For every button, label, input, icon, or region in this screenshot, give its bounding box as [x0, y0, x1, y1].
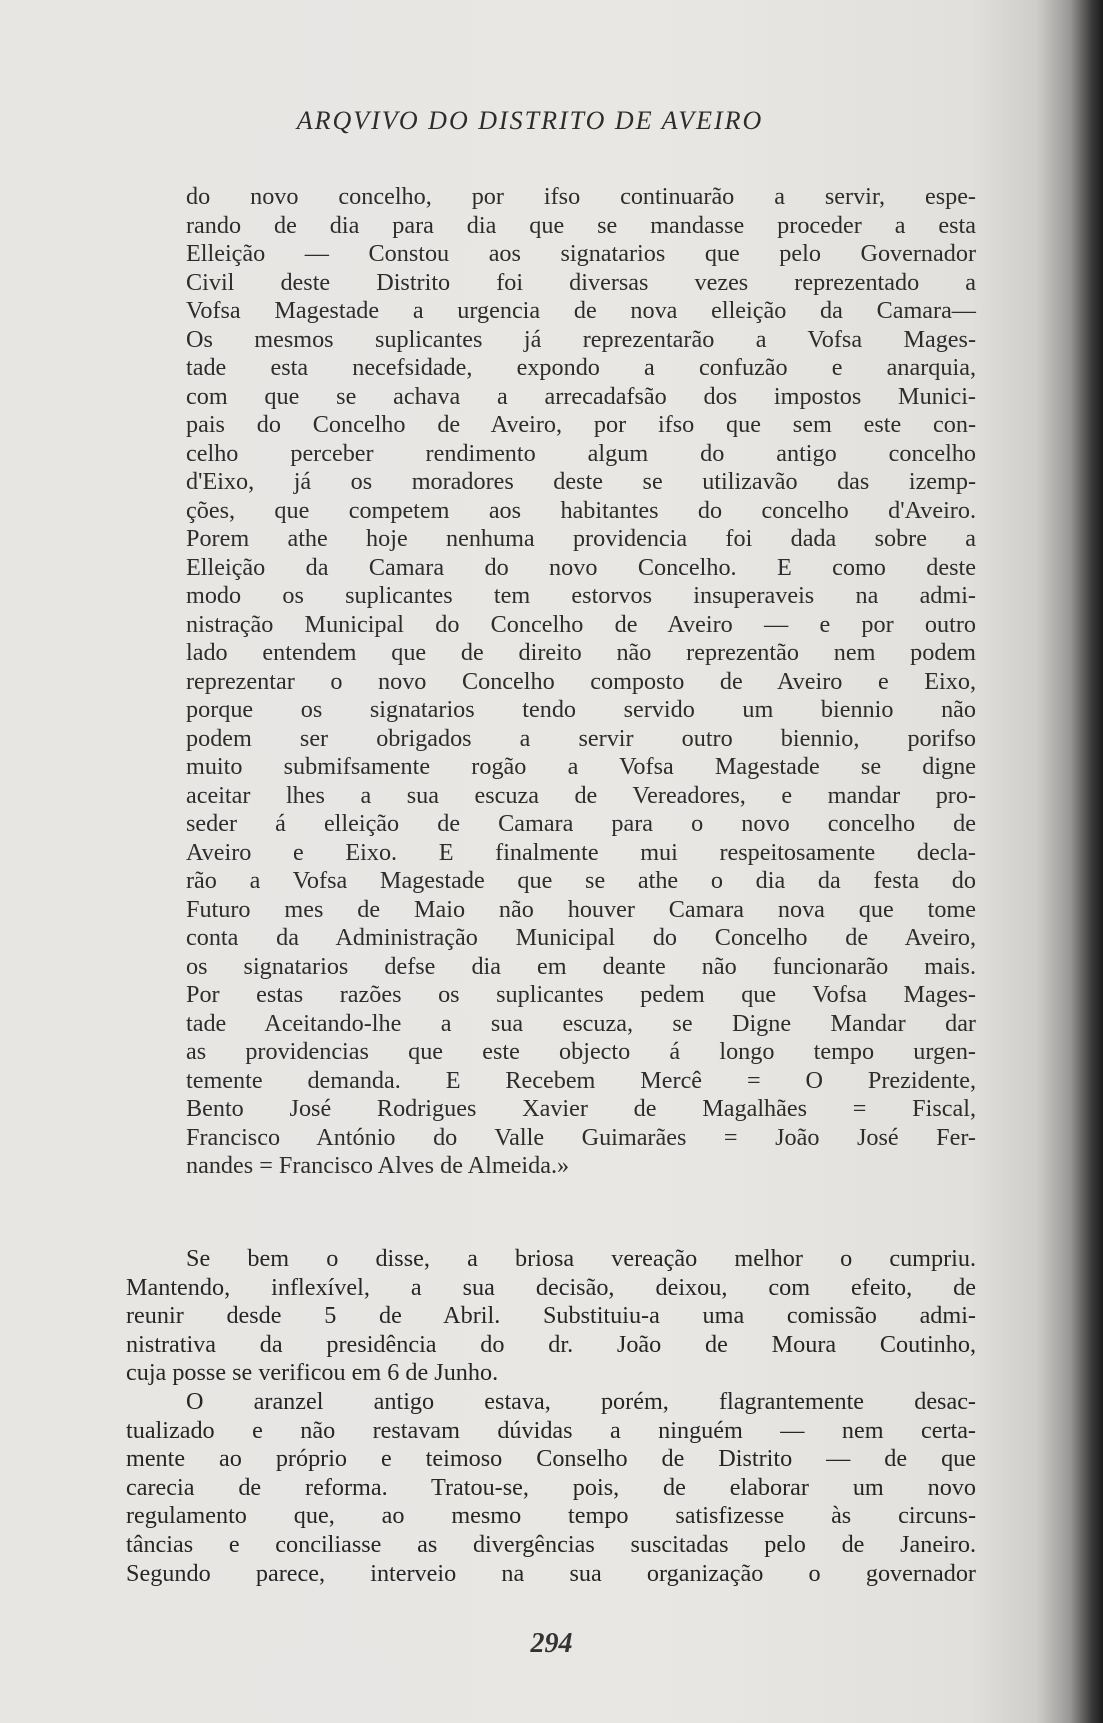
text-line: modo os suplicantes tem estorvos insuperaveis na admi-: [186, 582, 976, 609]
text-line: mente ao próprio e teimoso Conselho de Distrito — de que: [126, 1445, 976, 1473]
text-line: com que se achava a arrecadafsão dos impostos Munici-: [186, 382, 976, 410]
text-line: os signatarios defse dia em deante não funcionarão mais.: [186, 952, 976, 980]
text-line: muito submifsamente rogão a Vofsa Magestade se digne: [186, 753, 976, 780]
text-line: regulamento que, ao mesmo tempo satisfizesse às circuns-: [126, 1502, 976, 1530]
text-line: temente demanda. E Recebem Mercê = O Prezidente,: [186, 1066, 976, 1094]
text-line: rando de dia para dia que se mandasse proceder a esta: [186, 211, 976, 239]
text-line: nistração Municipal do Concelho de Aveiro — e por outro: [186, 610, 976, 638]
page-number: 294: [530, 1628, 573, 1659]
text-line: reprezentar o novo Concelho composto de Aveiro e Eixo,: [186, 667, 976, 695]
text-line: seder á elleição de Camara para o novo concelho de: [186, 810, 976, 837]
text-line: Bento José Rodrigues Xavier de Magalhães = Fiscal,: [186, 1095, 976, 1122]
text-line: nandes = Francisco Alves de Almeida.»: [186, 1152, 570, 1179]
text-line: conta da Administração Municipal do Concelho de Aveiro,: [186, 924, 976, 951]
text-line: rão a Vofsa Magestade que se athe o dia da festa do: [186, 867, 976, 894]
text-line: d'Eixo, já os moradores deste se utilizavão das izemp-: [186, 468, 976, 495]
quoted-petition: [186, 183, 976, 1181]
text-line: celho perceber rendimento algum do antigo concelho: [186, 439, 976, 467]
text-line: Vofsa Magestade a urgencia de nova elleição da Camara—: [186, 297, 976, 324]
text-line: Por estas razões os suplicantes pedem que Vofsa Mages-: [186, 981, 976, 1008]
text-line: do novo concelho, por ifso continuarão a servir, espe-: [186, 183, 976, 210]
text-line: pais do Concelho de Aveiro, por ifso que sem este con-: [186, 411, 976, 438]
text-line: Porem athe hoje nenhuma providencia foi dada sobre a: [186, 525, 976, 552]
text-line: porque os signatarios tendo servido um biennio não: [186, 696, 976, 723]
text-line: tade Aceitando-lhe a sua escuza, se Digne Mandar dar: [186, 1009, 976, 1037]
text-line: nistrativa da presidência do dr. João de Moura Coutinho,: [126, 1330, 976, 1358]
paragraph: [126, 1388, 976, 1588]
text-line: tade esta necefsidade, expondo a confuzão e anarquia,: [186, 354, 976, 381]
text-line: Os mesmos suplicantes já reprezentarão a Vofsa Mages-: [186, 325, 976, 353]
text-line: aceitar lhes a sua escuza de Vereadores, e mandar pro-: [186, 781, 976, 809]
text-line: Elleição — Constou aos signatarios que pelo Governador: [186, 240, 976, 267]
paragraph: [126, 1245, 976, 1388]
running-header: ARQVIVO DO DISTRITO DE AVEIRO: [296, 106, 764, 135]
text-line: ções, que competem aos habitantes do concelho d'Aveiro.: [186, 496, 976, 524]
text-line: podem ser obrigados a servir outro biennio, porifso: [186, 724, 976, 752]
text-line: reunir desde 5 de Abril. Substituiu-a uma comissão admi-: [126, 1302, 976, 1330]
text-line: Mantendo, inflexível, a sua decisão, deixou, com efeito, de: [126, 1273, 976, 1301]
text-line: cuja posse se verificou em 6 de Junho.: [126, 1359, 499, 1387]
text-line: as providencias que este objecto á longo tempo urgen-: [186, 1038, 976, 1065]
text-line: tualizado e não restavam dúvidas a ninguém — nem certa-: [126, 1416, 976, 1444]
text-line: Se bem o disse, a briosa vereação melhor o cumpriu.: [186, 1245, 976, 1272]
text-line: Futuro mes de Maio não houver Camara nova que tome: [186, 895, 976, 923]
text-line: Civil deste Distrito foi diversas vezes reprezentado a: [186, 268, 976, 296]
text-line: Segundo parece, interveio na sua organização o governador: [126, 1559, 976, 1587]
text-line: Elleição da Camara do novo Concelho. E como deste: [186, 553, 976, 581]
body-text: [126, 1245, 976, 1588]
text-line: lado entendem que de direito não reprezentão nem podem: [186, 639, 976, 666]
text-line: O aranzel antigo estava, porém, flagrantemente desac-: [186, 1387, 976, 1415]
text-line: carecia de reforma. Tratou-se, pois, de elaborar um novo: [126, 1473, 976, 1501]
text-line: Aveiro e Eixo. E finalmente mui respeitosamente decla-: [186, 838, 976, 866]
text-line: Francisco António do Valle Guimarães = João José Fer-: [186, 1123, 976, 1151]
text-line: tâncias e conciliasse as divergências suscitadas pelo de Janeiro.: [126, 1530, 976, 1558]
